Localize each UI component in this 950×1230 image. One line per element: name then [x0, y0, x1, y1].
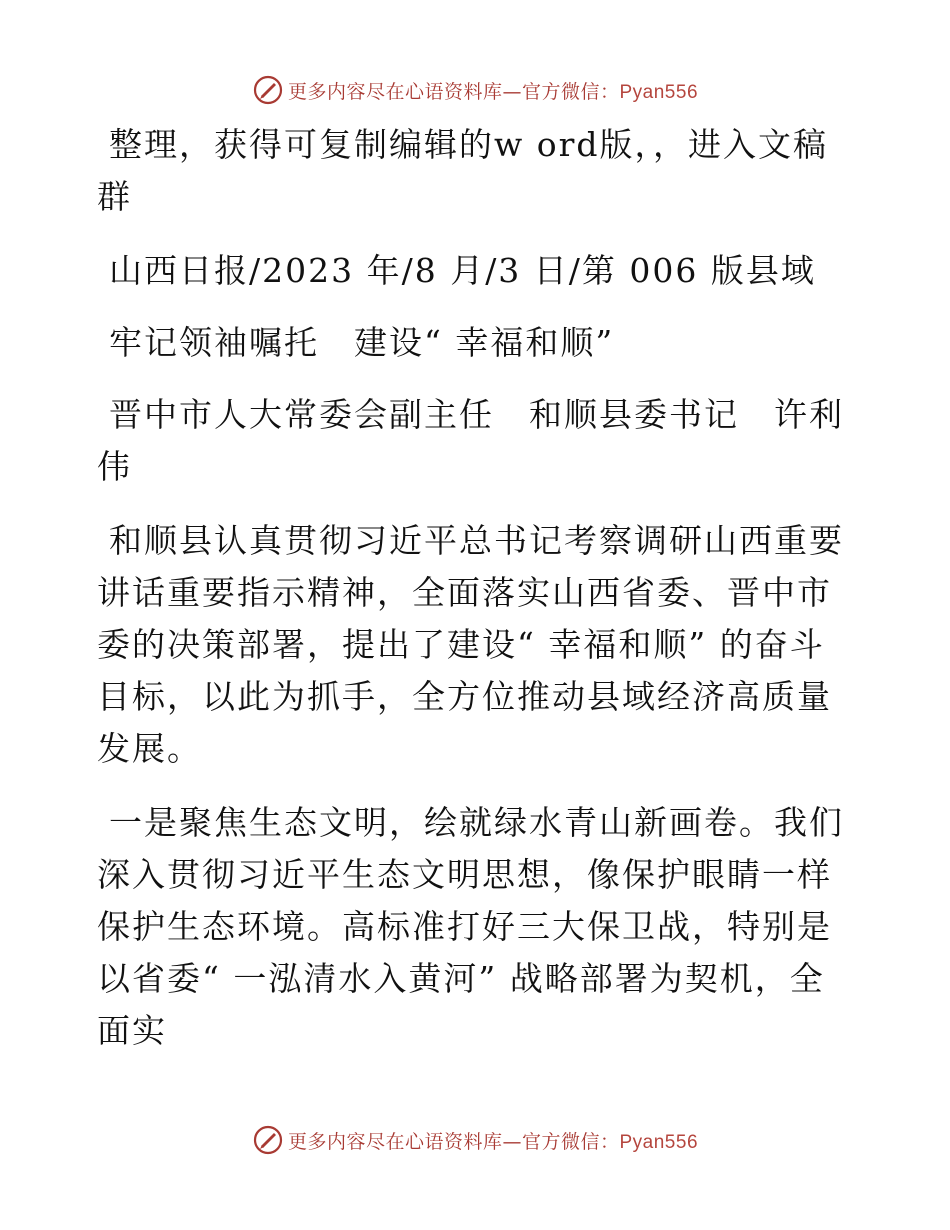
document-body: [97, 119, 857, 1079]
banner-wechat-id: Pyan556: [619, 1131, 699, 1153]
banner-slogan: 更多内容尽在心语资料库: [287, 1130, 503, 1153]
quill-seal-icon: [252, 74, 284, 106]
article-title: 牢记领袖嘱托 建设“ 幸福和顺”: [109, 323, 615, 362]
banner-text: [288, 77, 698, 104]
banner-wechat-id: Pyan556: [619, 81, 699, 103]
quill-seal-icon: [252, 1124, 284, 1156]
banner-separator: —: [502, 1130, 522, 1153]
banner-slogan: 更多内容尽在心语资料库: [287, 80, 503, 103]
author-line: 晋中市人大常委会副主任 和顺县委书记 许利伟: [97, 395, 844, 486]
banner-wechat-label: 官方微信：: [521, 1130, 620, 1153]
body-paragraph: 一是聚焦生态文明，绘就绿水青山新画卷。我们深入贯彻习近平生态文明思想，像保护眼睛一样保护生态环境。高标准打好三大保卫战，特别是以省委“ 一泓清水入黄河” 战略部署为契机，全面实: [97, 803, 844, 1050]
intro-note: 整理，获得可复制编辑的w ord版，，进入文稿群: [97, 125, 829, 216]
banner-wechat-label: 官方微信：: [521, 80, 620, 103]
header-watermark-banner: [0, 70, 950, 110]
body-paragraph: 和顺县认真贯彻习近平总书记考察调研山西重要讲话重要指示精神，全面落实山西省委、晋中市委的决策部署，提出了建设“ 幸福和顺” 的奋斗目标，以此为抓手，全方位推动县域经济高质量发展。: [97, 521, 844, 768]
footer-watermark-banner: [0, 1120, 950, 1160]
banner-text: [288, 1127, 698, 1154]
source-line: 山西日报/2023 年/8 月/3 日/第 006 版县域: [109, 251, 816, 290]
banner-separator: —: [502, 80, 522, 103]
